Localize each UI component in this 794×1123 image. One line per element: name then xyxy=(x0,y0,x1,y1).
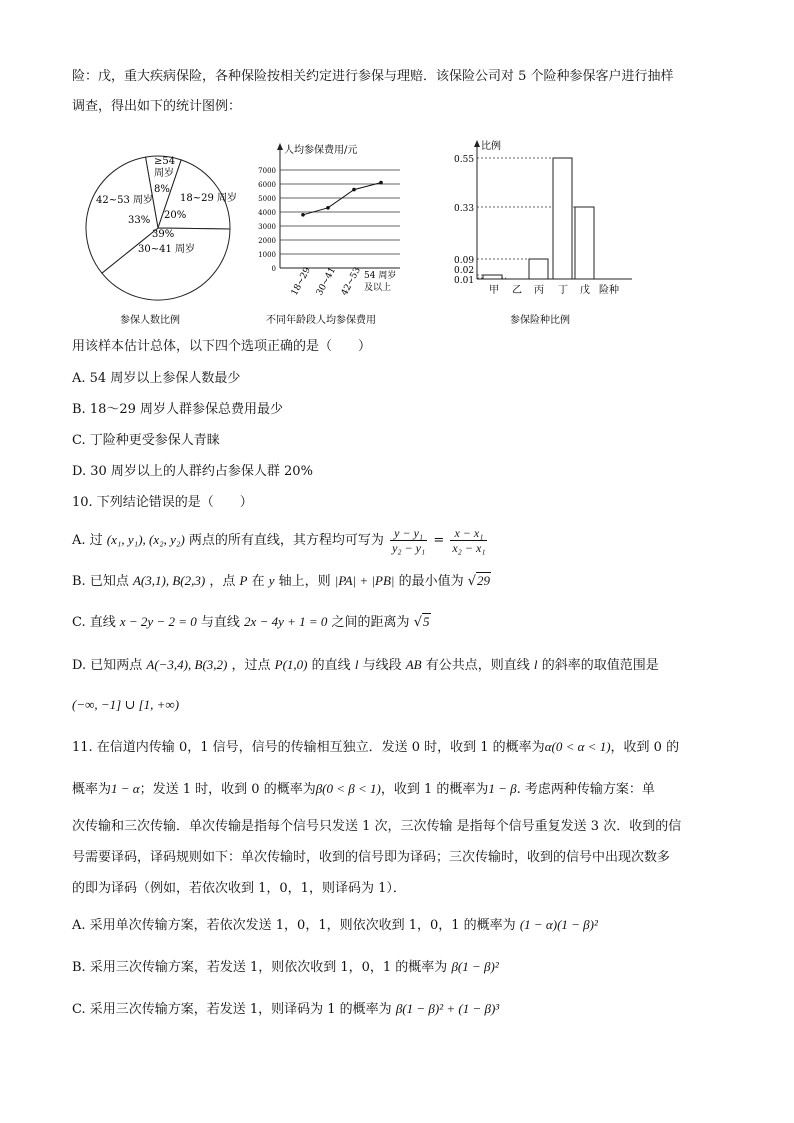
bar-ytick: 0.09 xyxy=(454,256,475,266)
q10-option-d-range: (−∞, −1] ∪ [1, +∞) xyxy=(72,697,180,712)
line-xtick: 54 周岁 xyxy=(364,271,397,281)
q9-option-d: D. 30 周岁以上的人群约占参保人群 20% xyxy=(72,464,313,479)
text: 11. 在信道内传输 0，1 信号，信号的传输相互独立．发送 0 时，收到 1 的概率为 xyxy=(72,740,545,755)
text: B. 采用三次传输方案，若发送 1，则依次收到 1，0，1 的概率为 xyxy=(72,960,448,975)
math: 2x − 4y + 1 = 0 xyxy=(244,614,328,629)
bar xyxy=(553,158,572,279)
bar-xtick: 丙 xyxy=(534,285,544,296)
math: |PA| + |PB| xyxy=(334,573,395,588)
q9-option-b: B. 18～29 周岁人群参保总费用最少 xyxy=(72,402,284,417)
numerator: x − x₁ xyxy=(450,526,487,541)
line-xtick: 42~53 xyxy=(339,265,363,298)
math: 1 − β xyxy=(488,781,517,796)
data-point xyxy=(352,188,356,192)
text: A. 过 xyxy=(72,533,103,548)
line-ytick: 6000 xyxy=(258,181,276,189)
math: β(1 − β)² + (1 − β)³ xyxy=(395,1001,500,1016)
text: ，收到 0 的 xyxy=(610,740,680,755)
text: 轴上，则 xyxy=(278,574,331,589)
fraction xyxy=(450,526,487,555)
math: β(1 − β)² xyxy=(451,959,499,974)
pie-label: 8% xyxy=(154,184,170,195)
math: P(1,0) xyxy=(274,657,308,672)
sqrt-sign: √ xyxy=(413,615,422,630)
line-ytick: 7000 xyxy=(258,167,276,175)
text: B. 已知点 xyxy=(72,574,129,589)
pie-label: 周岁 xyxy=(154,168,174,179)
text: 有公共点，则直线 xyxy=(425,658,530,673)
bar-xtick: 乙 xyxy=(512,285,522,296)
q11-line-2 xyxy=(72,780,655,799)
intro-line-1: 险：戊，重大疾病保险，各种保险按相关约定进行参保与理赔．该保险公司对 5 个险种参保客户进行抽样 xyxy=(72,69,674,84)
pie-caption: 参保人数比例 xyxy=(120,315,180,326)
math: 1 − α xyxy=(111,781,140,796)
text: 的直线 xyxy=(311,658,351,673)
bar xyxy=(483,275,502,279)
bar-xtick: 甲 xyxy=(489,285,499,296)
q10-option-b xyxy=(72,572,491,591)
text: 概率为 xyxy=(72,782,112,797)
bar-ytick: 0.33 xyxy=(454,204,475,214)
line-ytick: 3000 xyxy=(258,223,276,231)
line-ytick: 4000 xyxy=(258,209,276,217)
radicand: 29 xyxy=(477,573,491,588)
pie-label: 18~29 周岁 xyxy=(180,193,238,204)
bar-ytick: 0.01 xyxy=(454,276,475,286)
math: (1 − α)(1 − β)² xyxy=(519,917,598,932)
text: ，收到 1 的概率为 xyxy=(380,782,489,797)
q11-line-3: 次传输和三次传输．单次传输是指每个信号只发送 1 次，三次传输 是指每个信号重复发送 3 次．收到的信 xyxy=(72,819,682,834)
text: 的最小值为 xyxy=(398,574,464,589)
line-caption: 不同年龄段人均参保费用 xyxy=(266,315,376,326)
text: 在 xyxy=(251,574,265,589)
text: C. 采用三次传输方案，若发送 1，则译码为 1 的概率为 xyxy=(72,1002,392,1017)
radicand: 5 xyxy=(423,614,430,629)
data-point xyxy=(379,181,383,185)
equals: = xyxy=(433,533,445,548)
bar-ytick: 0.02 xyxy=(454,266,475,276)
math: y xyxy=(268,573,275,588)
math: P xyxy=(239,573,248,588)
q11-option-b xyxy=(72,958,499,977)
line-ytick: 1000 xyxy=(258,251,276,259)
q9-stem: 用该样本估计总体，以下四个选项正确的是（ ） xyxy=(72,339,372,354)
bar-xtick: 丁 xyxy=(558,285,568,296)
line-ytick: 2000 xyxy=(258,237,276,245)
text: 与直线 xyxy=(200,615,240,630)
pie-chart xyxy=(80,140,250,330)
bar-xtick: 戊 xyxy=(580,285,590,296)
line-xtick: 18~29 xyxy=(289,265,313,298)
q9-option-a: A. 54 周岁以上参保人数最少 xyxy=(72,371,241,386)
denominator: x₂ − x₁ xyxy=(452,541,486,555)
pie-label: 30~41 周岁 xyxy=(138,244,196,255)
math: A(3,1), B(2,3) xyxy=(132,573,206,588)
line-ytick: 0 xyxy=(271,265,276,273)
q11-option-c xyxy=(72,1000,499,1019)
q10-option-a xyxy=(72,526,489,555)
q9-option-c: C. 丁险种更受参保人青睐 xyxy=(72,433,220,448)
math: α(0 < α < 1) xyxy=(544,739,611,754)
denominator: y₂ − y₁ xyxy=(392,541,426,555)
text: ；发送 1 时，收到 0 的概率为 xyxy=(139,782,316,797)
pie-label: ≥54 xyxy=(154,156,176,167)
series-line xyxy=(303,183,381,215)
bar-ylabel: 比例 xyxy=(481,141,501,152)
data-point xyxy=(301,213,305,217)
text: 之间的距离为 xyxy=(331,615,410,630)
pie-label: 39% xyxy=(152,229,175,240)
text: 与线段 xyxy=(362,658,402,673)
q11-option-a xyxy=(72,916,598,935)
q10-option-d xyxy=(72,656,659,675)
text: D. 已知两点 xyxy=(72,658,143,673)
bar-xtick: 险种 xyxy=(599,285,619,296)
line-ytick: 5000 xyxy=(258,195,276,203)
line-xtick: 30~41 xyxy=(314,265,338,298)
bar-ytick: 0.55 xyxy=(454,155,475,165)
sqrt-sign: √ xyxy=(467,574,477,589)
fraction xyxy=(390,526,427,555)
text: . 考虑两种传输方案：单 xyxy=(516,782,655,797)
math: l xyxy=(533,657,538,672)
bar xyxy=(575,207,594,279)
q11-line-4: 号需要译码，译码规则如下：单次传输时，收到的信号即为译码；三次传输时，收到的信号中出现次数多 xyxy=(72,850,671,865)
numerator: y − y₁ xyxy=(390,526,427,541)
math: x − 2y − 2 = 0 xyxy=(119,614,197,629)
text: 的斜率的取值范围是 xyxy=(541,658,659,673)
text: ，过点 xyxy=(231,658,271,673)
pie-label: 33% xyxy=(128,215,151,226)
math: (x₁, y₁), (x₂, y₂) xyxy=(106,532,185,547)
math: A(−3,4), B(3,2) xyxy=(146,657,228,672)
line-ylabel: 人均参保费用/元 xyxy=(284,145,358,156)
pie-label: 42~53 周岁 xyxy=(96,195,154,206)
math: β(0 < β < 1) xyxy=(315,781,381,796)
text: 两点的所有直线，其方程均可写为 xyxy=(188,533,384,548)
bar-chart xyxy=(450,135,640,330)
intro-line-2: 调查，得出如下的统计图例： xyxy=(72,99,242,114)
q11-line-5: 的即为译码（例如，若依次收到 1，0，1，则译码为 1）． xyxy=(72,881,406,896)
pie-label: 20% xyxy=(164,210,187,221)
bar xyxy=(529,259,548,279)
bar-caption: 参保险种比例 xyxy=(510,315,570,326)
text: A. 采用单次传输方案，若依次发送 1，0，1，则依次收到 1，0，1 的概率为 xyxy=(72,918,516,933)
q10-option-c xyxy=(72,613,431,632)
text: C. 直线 xyxy=(72,615,116,630)
math: l xyxy=(354,657,359,672)
line-chart xyxy=(250,140,420,330)
data-point xyxy=(326,206,330,210)
q11-line-1 xyxy=(72,738,679,757)
line-xtick: 及以上 xyxy=(364,283,392,293)
math: AB xyxy=(405,657,422,672)
q10-stem: 10. 下列结论错误的是（ ） xyxy=(72,495,253,510)
text: ，点 xyxy=(209,574,236,589)
